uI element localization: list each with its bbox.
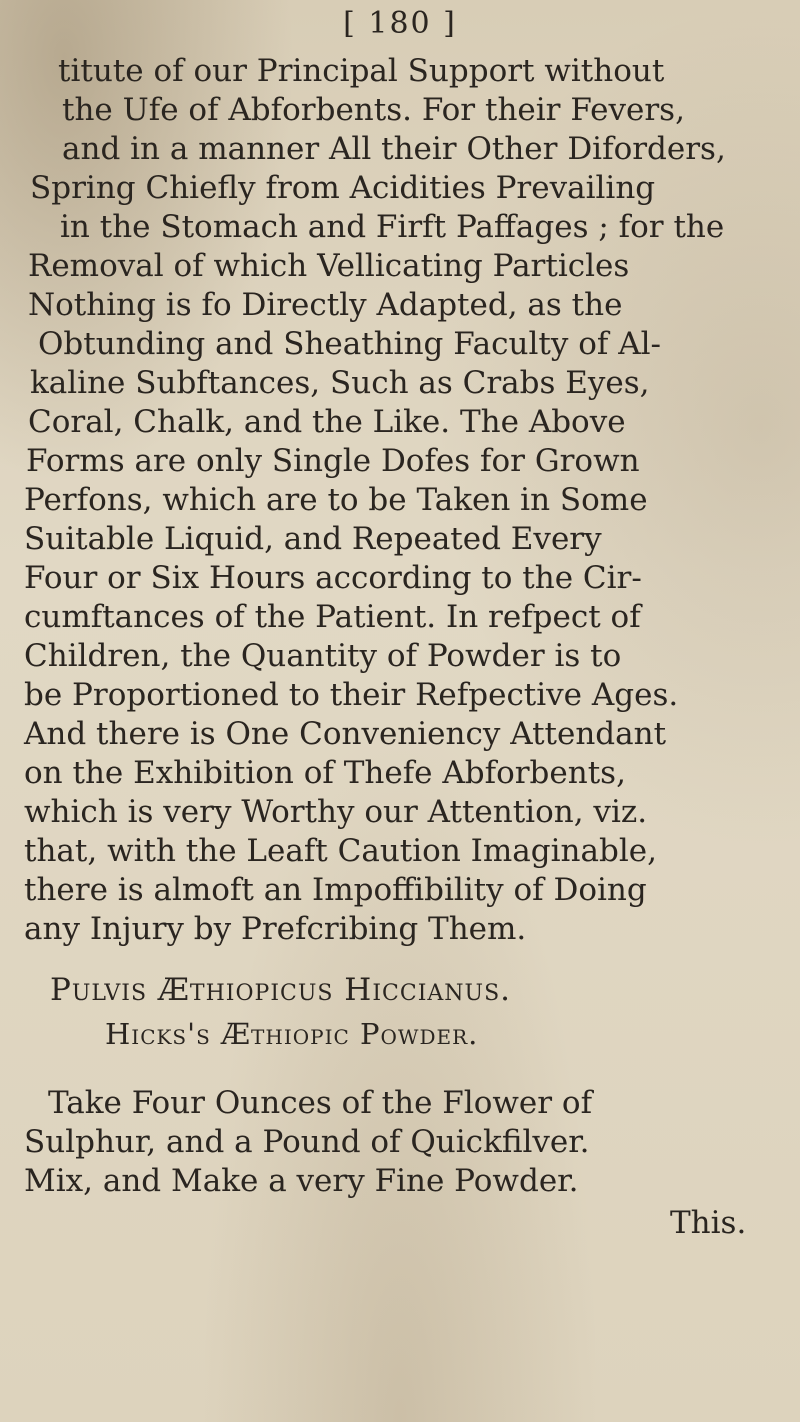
- text-line-11: Forms are only Single Dofes for Grown: [26, 443, 640, 479]
- text-line-18: And there is One Conveniency Attendant: [24, 716, 667, 752]
- text-line-12: Perfons, which are to be Taken in Some: [24, 482, 648, 518]
- recipe-line-2: Sulphur, and a Pound of Quickfilver.: [24, 1124, 590, 1160]
- section-heading-english: Hicks's Æthiopic Powder.: [105, 1017, 479, 1051]
- text-line-8: Obtunding and Sheathing Faculty of Al-: [38, 326, 661, 362]
- text-line-10: Coral, Chalk, and the Like. The Above: [28, 404, 626, 440]
- text-line-19: on the Exhibition of Thefe Abforbents,: [24, 755, 626, 791]
- recipe-line-3: Mix, and Make a very Fine Powder.: [24, 1163, 579, 1199]
- text-line-13: Suitable Liquid, and Repeated Every: [24, 521, 602, 557]
- text-line-14: Four or Six Hours according to the Cir-: [24, 560, 642, 596]
- text-line-7: Nothing is fo Directly Adapted, as the: [28, 287, 623, 323]
- text-line-22: there is almoft an Impoffibility of Doing: [24, 872, 647, 908]
- text-line-9: kaline Subftances, Such as Crabs Eyes,: [30, 365, 650, 401]
- recipe-line-1: Take Four Ounces of the Flower of: [48, 1085, 593, 1121]
- text-line-5: in the Stomach and Firft Paffages ; for the: [60, 209, 725, 245]
- text-line-21: that, with the Leaft Caution Imaginable,: [24, 833, 657, 869]
- text-line-17: be Proportioned to their Refpective Ages.: [24, 677, 679, 713]
- text-line-16: Children, the Quantity of Powder is to: [24, 638, 622, 674]
- text-line-20: which is very Worthy our Attention, viz.: [24, 794, 648, 830]
- text-line-3: and in a manner All their Other Diforders,: [62, 131, 726, 167]
- page-number: [ 180 ]: [343, 6, 457, 41]
- text-line-15: cumftances of the Patient. In refpect of: [24, 599, 641, 635]
- text-line-23: any Injury by Prefcribing Them.: [24, 911, 527, 947]
- text-line-6: Removal of which Vellicating Particles: [28, 248, 630, 284]
- text-line-2: the Ufe of Abforbents. For their Fevers,: [62, 92, 685, 128]
- section-heading-latin: Pulvis Æthiopicus Hiccianus.: [50, 972, 511, 1008]
- text-line-4: Spring Chiefly from Acidities Prevailing: [30, 170, 656, 206]
- text-line-1: titute of our Principal Support without: [58, 53, 665, 89]
- catchword: This.: [670, 1205, 747, 1241]
